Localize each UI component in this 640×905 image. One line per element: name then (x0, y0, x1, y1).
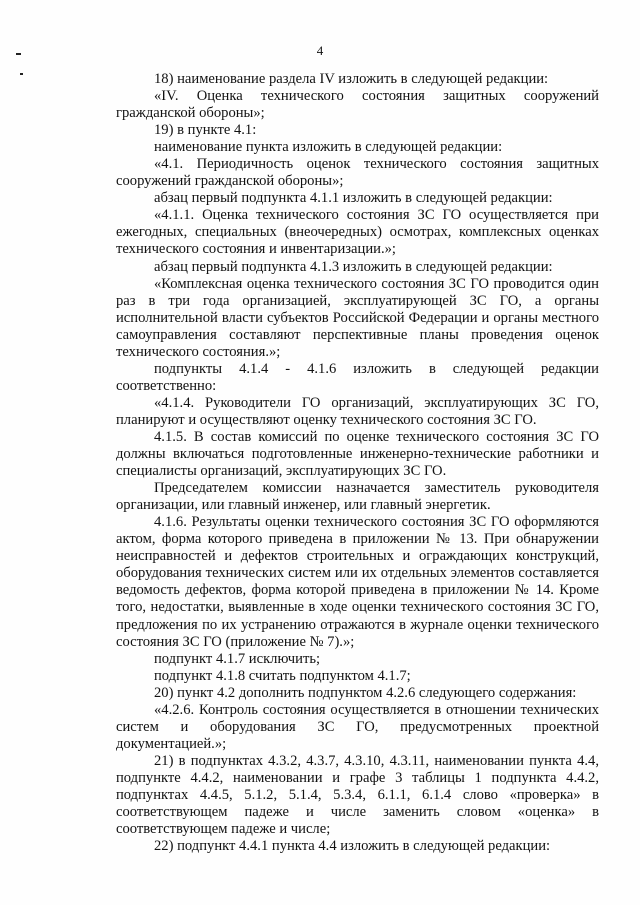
paragraph: абзац первый подпункта 4.1.3 изложить в следующей редакции: (154, 258, 553, 275)
paragraph: 22) подпункт 4.4.1 пункта 4.4 изложить в следующей редакции: (154, 838, 551, 855)
document-body (116, 71, 599, 855)
paragraph: 4.1.6. Результаты оценки технического состояния ЗС ГО оформляются актом, форма которого приведена в приложении № 13. При обнаружении неисправностей и дефектов строительных и ограждающих конструкций, оборудования технических систем или их отдельных элементов составляется ведомость дефектов, форма которой приведена в приложении № 14. Кроме того, недостатки, выявленные в ходе оценки технического состояния ЗС ГО, предложения по их устранению отражаются в журнале оценки технического состояния ЗС ГО (приложение № 7).»; (116, 514, 599, 650)
paragraph: 20) пункт 4.2 дополнить подпунктом 4.2.6 следующего содержания: (154, 684, 577, 701)
paragraph: 19) в пункте 4.1: (154, 122, 257, 139)
paragraph: Председателем комиссии назначается заместитель руководителя организации, или главный инженер, или главный энергетик. (116, 480, 599, 514)
paragraph: 21) в подпунктах 4.3.2, 4.3.7, 4.3.10, 4.3.11, наименовании пункта 4.4, подпункте 4.4.2, наименовании и графе 3 таблицы 1 подпункта 4.4.2, подпунктах 4.4.5, 5.1.2, 5.1.4, 5.3.4, 6.1.1, 6.1.4 слово «проверка» в соответствующем падеже и числе заменить словом «оценка» в соответствующем падеже и числе; (116, 752, 599, 838)
paragraph: «4.2.6. Контроль состояния осуществляется в отношении технических систем и оборудования ЗС ГО, предусмотренных проектной документацией.»; (116, 701, 599, 752)
paragraph: «Комплексная оценка технического состояния ЗС ГО проводится один раз в три года организацией, эксплуатирующей ЗС ГО, а органы исполнительной власти субъектов Российской Федерации и органы местного самоуправления составляют перспективные планы проведения оценок технического состояния.»; (116, 275, 599, 360)
paragraph: наименование пункта изложить в следующей редакции: (154, 139, 503, 156)
paragraph: абзац первый подпункта 4.1.1 изложить в следующей редакции: (154, 190, 553, 207)
page-number: 4 (316, 43, 324, 58)
paragraph: «4.1. Периодичность оценок технического состояния защитных сооружений гражданской обороны»; (116, 156, 599, 190)
paragraph: подпункт 4.1.8 считать подпунктом 4.1.7; (154, 667, 411, 684)
paragraph: подпункты 4.1.4 - 4.1.6 изложить в следующей редакции соответственно: (116, 360, 599, 394)
paragraph: 18) наименование раздела IV изложить в следующей редакции: (154, 71, 549, 87)
paragraph: подпункт 4.1.7 исключить; (154, 650, 321, 667)
paragraph: «IV. Оценка технического состояния защитных сооружений гражданской обороны»; (116, 88, 599, 122)
paragraph: 4.1.5. В состав комиссий по оценке технического состояния ЗС ГО должны включаться подготовленные инженерно-технические работники и специалисты организаций, эксплуатирующих ЗС ГО. (116, 428, 599, 480)
paragraph: «4.1.4. Руководители ГО организаций, эксплуатирующих ЗС ГО, планируют и осуществляют оценку технического состояния ЗС ГО. (116, 394, 599, 428)
paragraph: «4.1.1. Оценка технического состояния ЗС ГО осуществляется при ежегодных, специальных (внеочередных) осмотрах, комплексных оценках технического состояния и инвентаризации.»; (116, 207, 599, 258)
scan-mark (20, 73, 23, 75)
